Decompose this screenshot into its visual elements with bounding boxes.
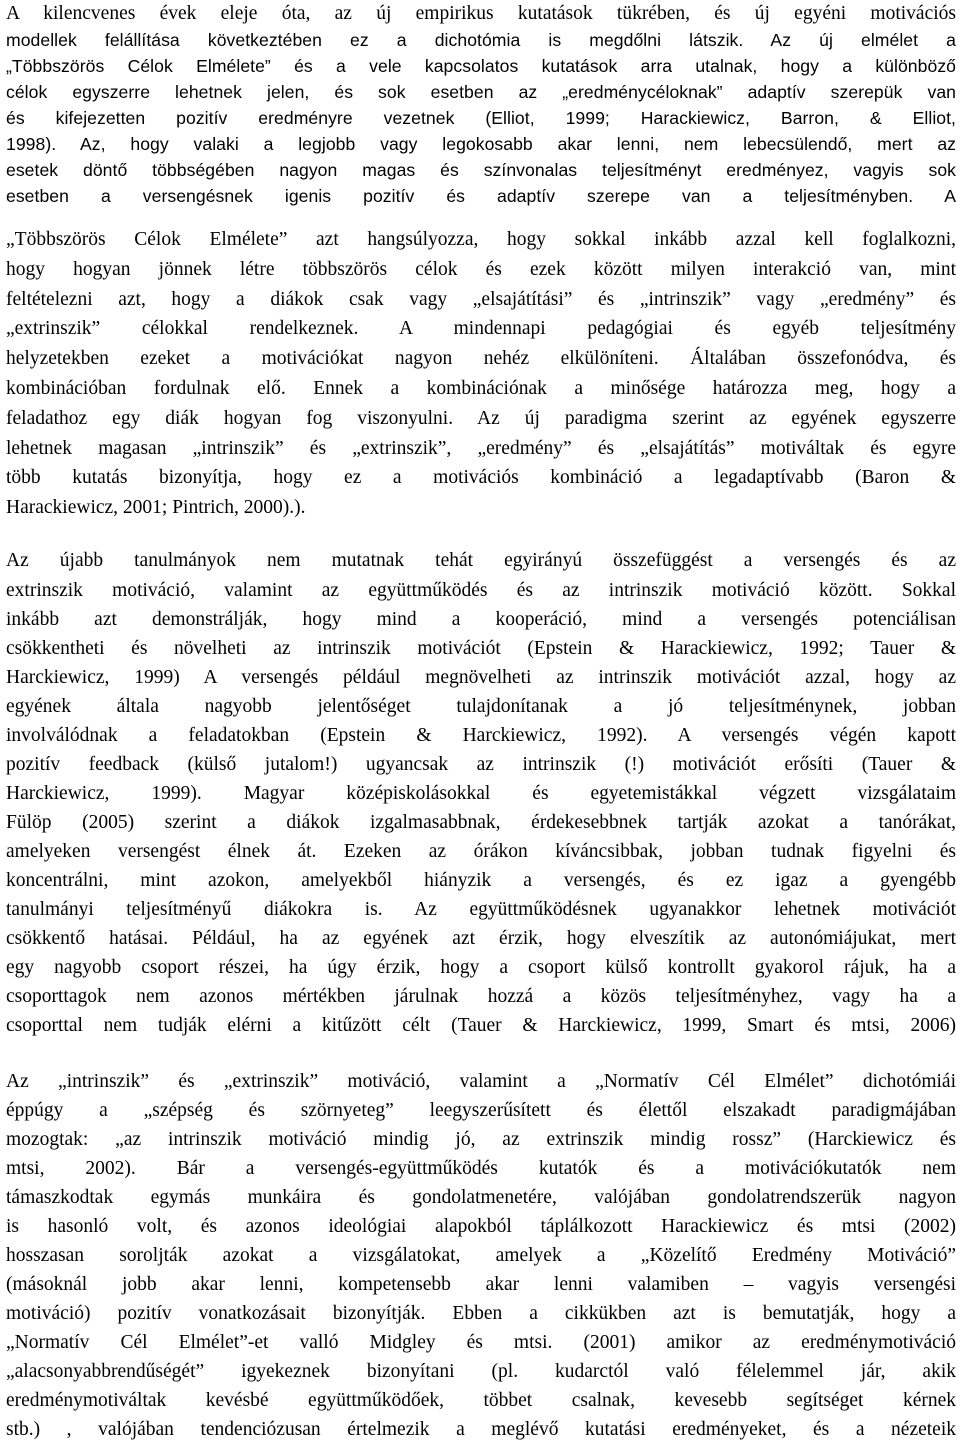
text-line: stb.) , valójában tendenciózusan értelmezik a meglévő kutatási eredményeket, és a nézeteik (6, 1419, 956, 1440)
text-line: „Normatív Cél Elmélet”-et valló Midgley és mtsi. (2001) amikor az eredménymotiváció (6, 1332, 956, 1353)
text-line: csökkentő hatásai. Például, ha az egyének azt érzik, hogy elveszítik az autonómiájukat, mert (6, 928, 956, 949)
text-line: Harackiewicz, 2001; Pintrich, 2000).). (6, 497, 306, 518)
text-line: esetek döntő többségében nagyon magas és színvonalas teljesítményt eredményez, vagyis sok (6, 160, 956, 180)
text-line: „alacsonyabbrendűségét” igyekeznek bizonyítani (pl. kudarctól való félelemmel jár, akik (6, 1361, 956, 1382)
text-line: helyzetekben ezeket a motivációkat nagyon nehéz elkülöníteni. Általában összefonódva, és (6, 348, 956, 369)
text-line: eredménymotiváltak kevésbé együttműködőek, többet csalnak, kevesebb segítséget kérnek (6, 1390, 956, 1411)
text-line: is hasonló volt, és azonos ideológiai alapokból táplálkozott Harackiewicz és mtsi (2002) (6, 1216, 956, 1237)
text-line: támaszkodtak egymás munkáira és gondolatmenetére, valójában gondolatrendszerük nagyon (6, 1187, 956, 1208)
text-line: feltételezni azt, hogy a diákok csak vagy „elsajátítási” és „intrinszik” vagy „eredmény” és (6, 289, 956, 310)
text-line: involválódnak a feladatokban (Epstein & Harckiewicz, 1992). A versengés végén kapott (6, 725, 956, 746)
text-line: Harckiewicz, 1999). Magyar középiskolásokkal és egyetemistákkal végzett vizsgálataim (6, 783, 956, 804)
text-line: csökkentheti és növelheti az intrinszik motivációt (Epstein & Harackiewicz, 1992; Tauer & (6, 638, 956, 659)
text-line: inkább azt demonstrálják, hogy mind a kooperáció, mind a versengés potenciálisan (6, 609, 956, 630)
text-line: és kifejezetten pozitív eredményre vezetnek (Elliot, 1999; Harackiewicz, Barron, & Elliot, (6, 108, 956, 128)
text-line: Harckiewicz, 1999) A versengés például megnövelheti az intrinszik motivációt azzal, hogy az (6, 667, 956, 688)
text-line: „Többszörös Célok Elmélete” és a vele kapcsolatos kutatások arra utalnak, hogy a különböző (6, 56, 956, 76)
text-line: lehetnek magasan „intrinszik” és „extrinszik”, „eredmény” és „elsajátítás” motiváltak és egyre (6, 438, 956, 459)
text-line: hosszasan soroljták azokat a vizsgálatokat, amelyek a „Közelítő Eredmény Motiváció” (6, 1245, 956, 1266)
text-line: (másoknál jobb akar lenni, kompetensebb akar lenni valamiben – vagyis versengési (6, 1274, 956, 1295)
text-line: A kilencvenes évek eleje óta, az új empirikus kutatások tükrében, és új egyéni motivációs (6, 3, 956, 24)
text-line: egy nagyobb csoport részei, ha úgy érzik, hogy a csoport külső kontrollt gyakorol rájuk, ha a (6, 957, 956, 978)
text-line: csoporttagok nem azonos mértékben járulnak hozzá a közös teljesítményhez, vagy ha a (6, 986, 956, 1007)
text-line: „Többszörös Célok Elmélete” azt hangsúlyozza, hogy sokkal inkább azzal kell foglalkozni, (6, 229, 956, 250)
text-line: pozitív feedback (külső jutalom!) ugyancsak az intrinszik (!) motivációt erősíti (Tauer & (6, 754, 956, 775)
text-line: kombinációban fordulnak elő. Ennek a kombinációnak a minősége határozza meg, hogy a (6, 378, 956, 399)
text-line: tanulmányi teljesítményű diákokra is. Az együttműködésnek ugyanakkor lehetnek motivációt (6, 899, 956, 920)
text-line: Fülöp (2005) szerint a diákok izgalmasabbnak, érdekesebbnek tartják azokat a tanórákat, (6, 812, 956, 833)
text-line: hogy hogyan jönnek létre többszörös célok és ezek között milyen interakció van, mint (6, 259, 956, 280)
text-line: mtsi, 2002). Bár a versengés-együttműködés kutatók és a motivációkutatók nem (6, 1158, 956, 1179)
text-line: esetben a versengésnek igenis pozitív és adaptív szerepe van a teljesítményben. A (6, 186, 956, 206)
text-line: extrinszik motiváció, valamint az együttműködés és az intrinszik motiváció között. Sokkal (6, 580, 956, 601)
text-line: éppúgy a „szépség és szörnyeteg” leegyszerűsített és élettől elszakadt paradigmájában (6, 1100, 956, 1121)
text-line: egyének általa nagyobb jelentőséget tulajdonítanak a jó teljesítménynek, jobban (6, 696, 956, 717)
text-line: 1998). Az, hogy valaki a legjobb vagy legokosabb akar lenni, nem lebecsülendő, mert az (6, 134, 956, 154)
text-line: Az újabb tanulmányok nem mutatnak tehát egyirányú összefüggést a versengés és az (6, 550, 956, 571)
text-line: több kutatás bizonyítja, hogy ez a motivációs kombináció a legadaptívabb (Baron & (6, 467, 956, 488)
text-line: amelyeken versengést élnek át. Ezeken az órákon kíváncsibbak, jobban tudnak figyelni és (6, 841, 956, 862)
text-line: „extrinszik” célokkal rendelkeznek. A mindennapi pedagógiai és egyéb teljesítmény (6, 318, 956, 339)
text-line: motiváció) pozitív vonatkozásait bizonyítják. Ebben a cikkükben azt is bemutatják, hogy a (6, 1303, 956, 1324)
text-line: Az „intrinszik” és „extrinszik” motiváció, valamint a „Normatív Cél Elmélet” dichotómiái (6, 1071, 956, 1092)
text-line: koncentrálni, mint azokon, amelyekből hiányzik a versengés, és ez igaz a gyengébb (6, 870, 956, 891)
text-line: mozogtak: „az intrinszik motiváció mindig jó, az extrinszik mindig rossz” (Harckiewicz és (6, 1129, 956, 1150)
text-line: csoporttal nem tudják elérni a kitűzött célt (Tauer & Harckiewicz, 1999, Smart és mtsi, 2006) (6, 1015, 956, 1036)
text-line: modellek felállítása következtében ez a dichotómia is megdőlni látszik. Az új elmélet a (6, 30, 956, 50)
text-line: célok egyszerre lehetnek jelen, és sok esetben az „eredménycéloknak” adaptív szerepük van (6, 82, 956, 102)
text-line: feladathoz egy diák hogyan fog viszonyulni. Az új paradigma szerint az egyének egyszerre (6, 408, 956, 429)
